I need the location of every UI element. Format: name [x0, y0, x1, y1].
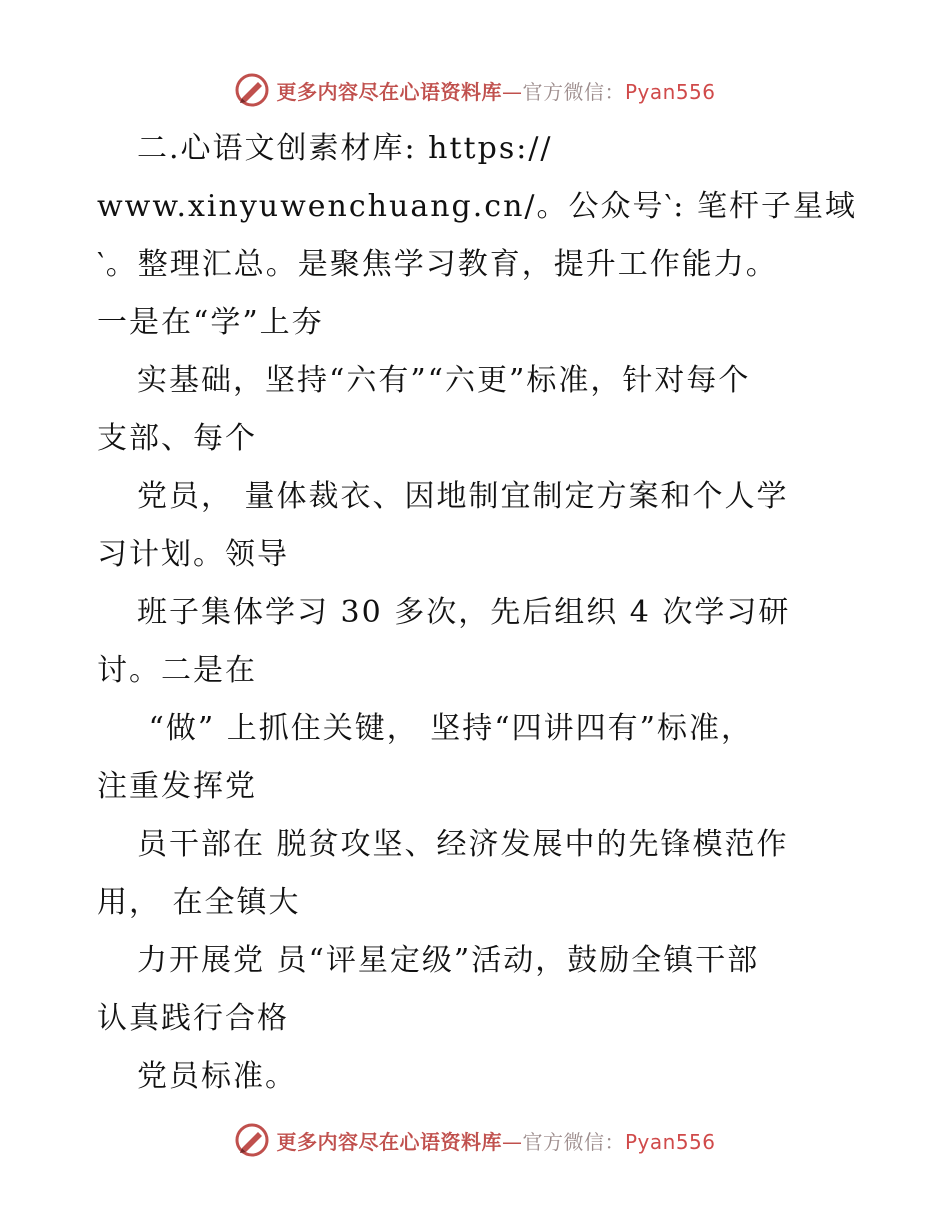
header-banner [0, 70, 950, 110]
footer-banner [0, 1120, 950, 1160]
pen-logo-icon [234, 72, 270, 108]
text-line: 习计划。领导 [97, 537, 289, 572]
text-line: “做” 上抓住关键， 坚持“四讲四有”标准， [137, 711, 753, 746]
text-line: 一是在“学”上夯 [97, 305, 324, 340]
banner-text [276, 76, 715, 105]
banner-dash: — [501, 1129, 523, 1154]
text-line: 用， 在全镇大 [97, 885, 301, 920]
text-line: 党员， 量体裁衣、因地制宜制定方案和个人学 [137, 479, 789, 514]
text-line: 注重发挥党 [97, 769, 257, 804]
banner-wechat-id: Pyan556 [624, 79, 716, 104]
banner-main-text: 更多内容尽在心语资料库 [276, 79, 502, 104]
text-line: 二.心语文创素材库: https:// [137, 131, 553, 166]
text-line: 力开展党 员“评星定级”活动，鼓励全镇干部 [137, 943, 760, 978]
banner-text [276, 1126, 715, 1155]
text-line: 认真践行合格 [97, 1001, 289, 1036]
banner-dash: — [501, 79, 523, 104]
document-body [97, 120, 867, 1106]
text-line: 支部、每个 [97, 421, 257, 456]
text-line: 员干部在 脱贫攻坚、经济发展中的先锋模范作 [137, 827, 789, 862]
text-line: 讨。二是在 [97, 653, 257, 688]
text-line: www.xinyuwenchuang.cn/。公众号‵: 笔杆子星域 [97, 189, 857, 224]
text-line: 班子集体学习 30 多次，先后组织 4 次学习研 [137, 595, 791, 630]
banner-main-text: 更多内容尽在心语资料库 [276, 1129, 502, 1154]
banner-wechat-label: 官方微信： [522, 79, 625, 104]
text-line: ‵。整理汇总。是聚焦学习教育，提升工作能力。 [97, 247, 778, 282]
banner-wechat-id: Pyan556 [624, 1129, 716, 1154]
text-line: 实基础，坚持“六有”“六更”标准，针对每个 [137, 363, 751, 398]
text-line: 党员标准。 [137, 1059, 297, 1094]
pen-logo-icon [234, 1122, 270, 1158]
banner-wechat-label: 官方微信： [522, 1129, 625, 1154]
